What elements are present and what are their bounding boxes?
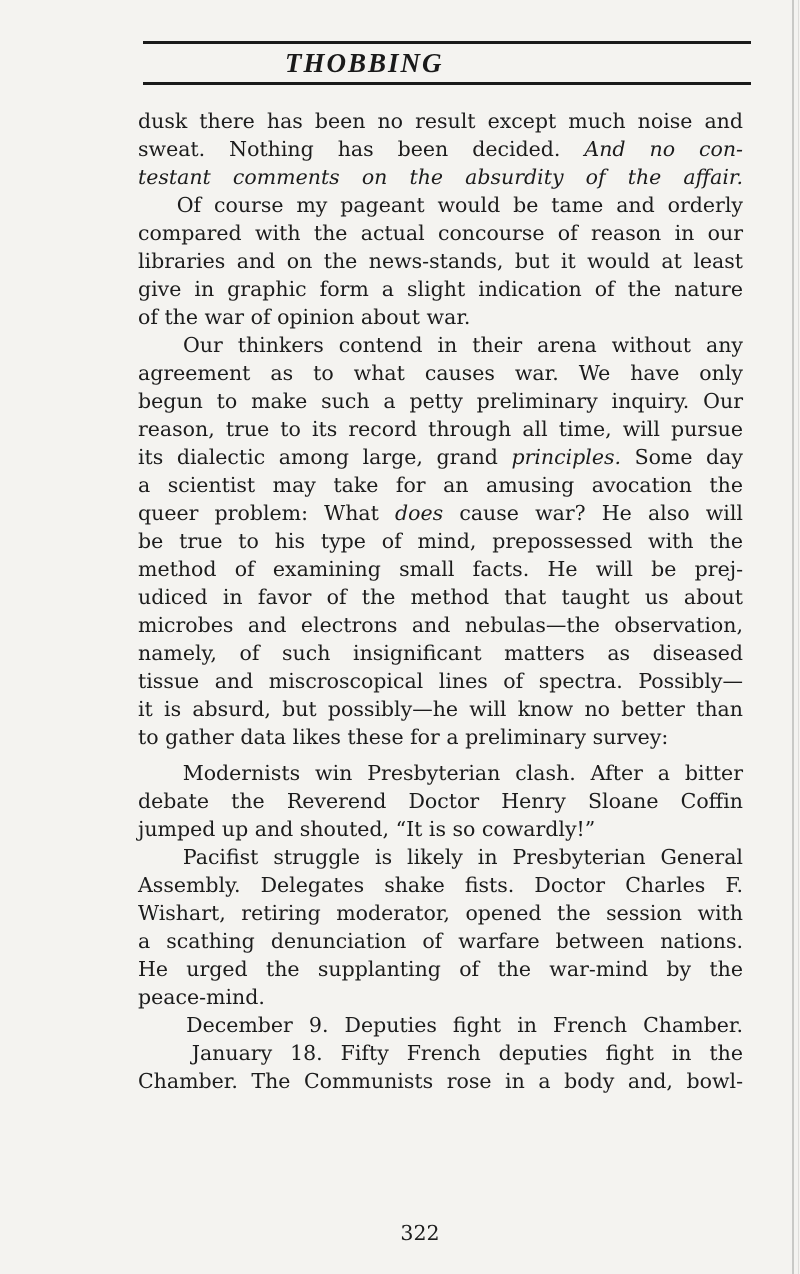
text-line: microbes and electrons and nebulas—the observation, [138, 613, 743, 637]
page-edge-shadow-outer [798, 0, 799, 1274]
text-line: peace-mind. [138, 985, 265, 1009]
text-line: queer problem: What does cause war? He also will [138, 501, 743, 525]
text-line: debate the Reverend Doctor Henry Sloane Coffin [138, 789, 743, 813]
text-line: Wishart, retiring moderator, opened the session with [138, 901, 743, 925]
text-line: Our thinkers contend in their arena without any [182, 333, 743, 357]
header-rule-bottom [143, 82, 751, 85]
text-line: Modernists win Presbyterian clash. After a bitter [182, 761, 743, 785]
text-line: Of course my pageant would be tame and orderly [176, 193, 743, 217]
page-edge-shadow [792, 0, 794, 1274]
text-line: udiced in favor of the method that taught us about [138, 585, 743, 609]
text-line: Chamber. The Communists rose in a body and, bowl- [138, 1069, 743, 1093]
text-line: Assembly. Delegates shake fists. Doctor Charles F. [138, 873, 743, 897]
text-line: begun to make such a petty preliminary inquiry. Our [138, 389, 743, 413]
text-line: He urged the supplanting of the war-mind by the [138, 957, 743, 981]
text-line: reason, true to its record through all time, will pursue [138, 417, 743, 441]
body-text [138, 107, 743, 1095]
text-line: testant comments on the absurdity of the affair. [138, 165, 743, 189]
text-line: agreement as to what causes war. We have only [138, 361, 743, 385]
text-line: dusk there has been no result except much noise and [138, 109, 743, 133]
text-line: method of examining small facts. He will be prej- [138, 557, 743, 581]
text-line: December 9. Deputies fight in French Chamber. [186, 1013, 743, 1037]
text-line: compared with the actual concourse of reason in our [138, 221, 743, 245]
text-line: January 18. Fifty French deputies fight in the [191, 1041, 743, 1065]
text-line: jumped up and shouted, “It is so cowardly!” [138, 817, 596, 841]
text-line: Pacifist struggle is likely in Presbyterian General [182, 845, 743, 869]
text-line: a scathing denunciation of warfare between nations. [138, 929, 743, 953]
text-line: it is absurd, but possibly—he will know no better than [138, 697, 743, 721]
running-head-title: THOBBING [285, 48, 444, 78]
text-line: give in graphic form a slight indication of the nature [138, 277, 743, 301]
header-rule-top [143, 41, 751, 44]
text-line: tissue and miscroscopical lines of spectra. Possibly— [138, 669, 743, 693]
text-line: libraries and on the news-stands, but it would at least [138, 249, 743, 273]
text-line: to gather data likes these for a preliminary survey: [138, 725, 669, 749]
text-line: sweat. Nothing has been decided. And no con- [138, 137, 743, 161]
text-line: namely, of such insignificant matters as diseased [138, 641, 743, 665]
text-line: of the war of opinion about war. [138, 305, 471, 329]
text-line: be true to his type of mind, prepossessed with the [138, 529, 743, 553]
text-line: its dialectic among large, grand principles. Some day [138, 445, 743, 469]
page-number: 322 [400, 1221, 440, 1245]
text-line: a scientist may take for an amusing avocation the [138, 473, 743, 497]
